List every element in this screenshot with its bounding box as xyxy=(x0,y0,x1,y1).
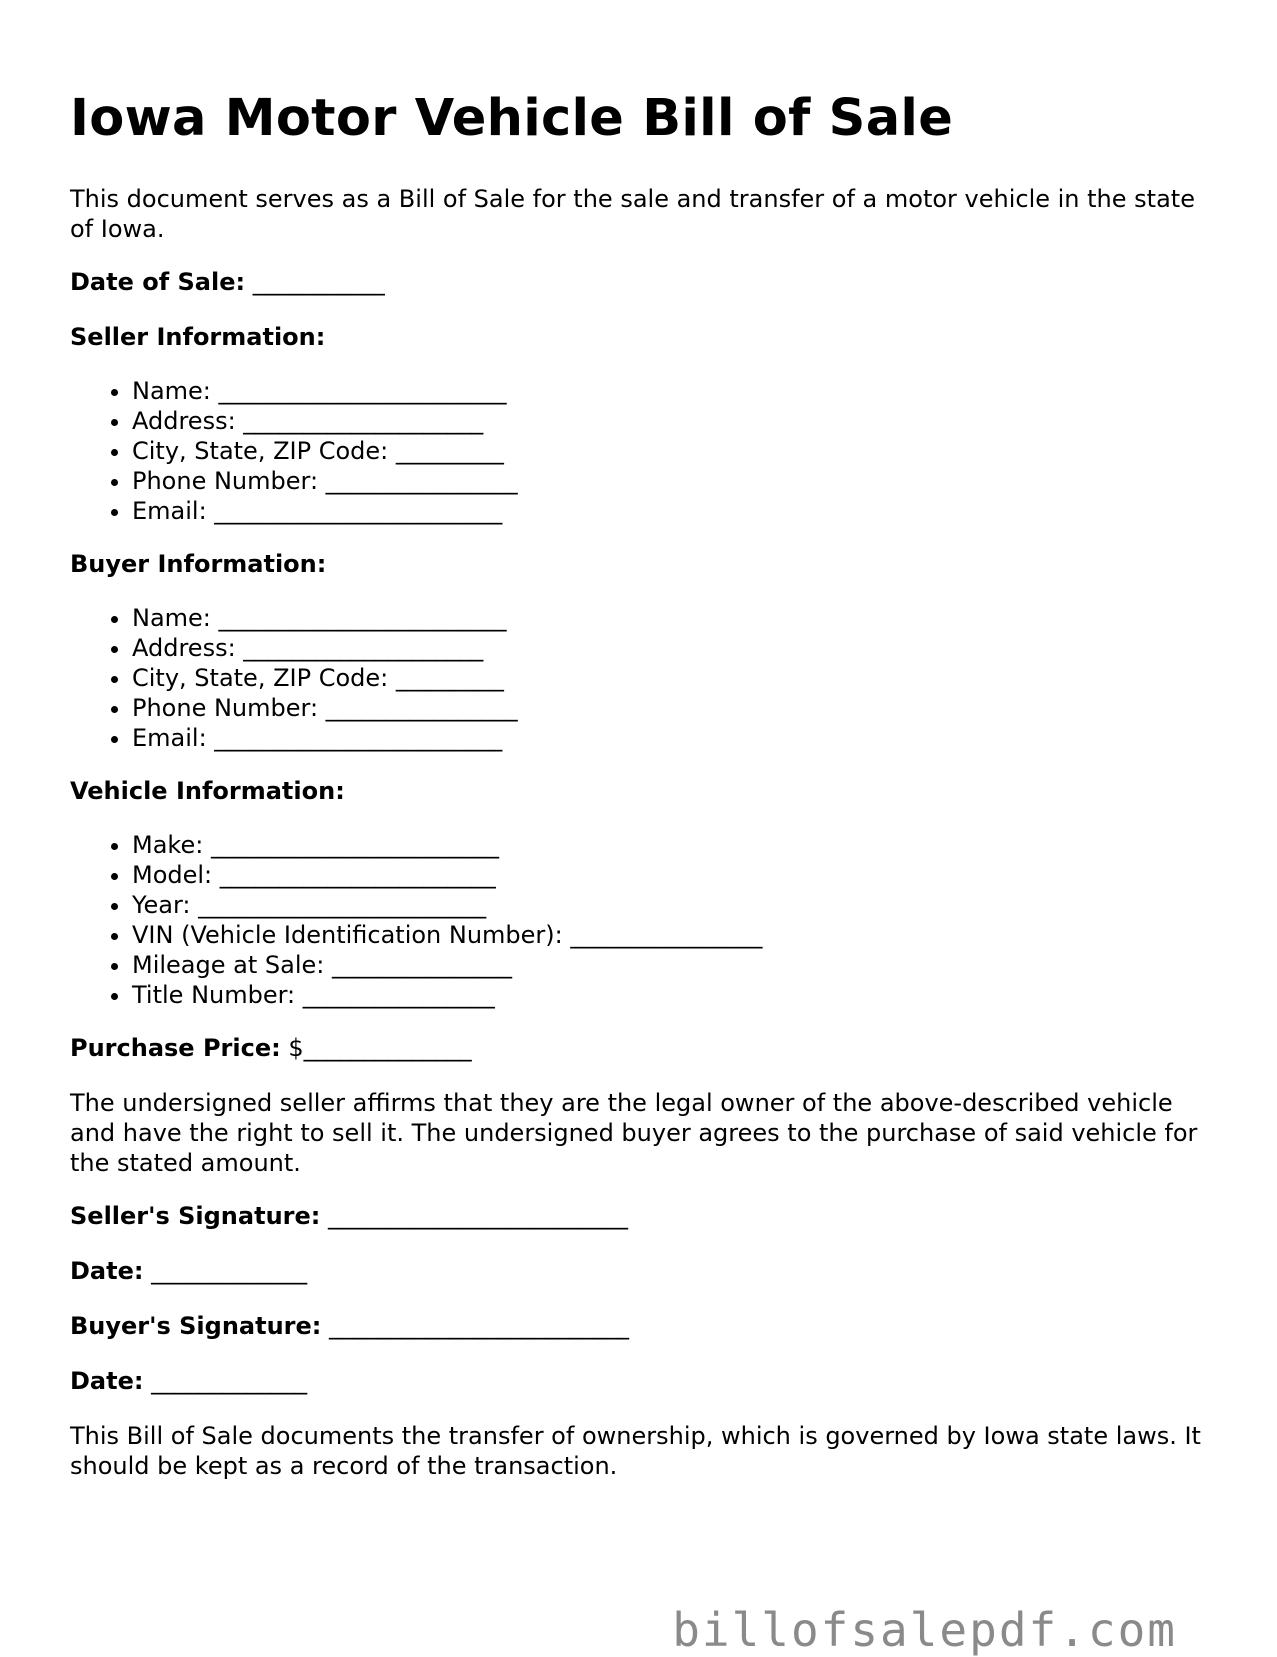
seller-signature-label: Seller's Signature: xyxy=(70,1202,321,1230)
buyer-heading: Buyer Information: xyxy=(70,550,327,578)
seller-signature-field xyxy=(70,1201,1210,1231)
seller-address-field: • Address: ____________________ xyxy=(132,406,1210,436)
seller-date-label: Date: xyxy=(70,1257,144,1285)
buyer-date-label: Date: xyxy=(70,1367,144,1395)
closing-paragraph: This Bill of Sale documents the transfer of ownership, which is governed by Iowa state laws. It should be kept as a record of the transaction. xyxy=(70,1422,1201,1480)
buyer-info-list xyxy=(70,603,1210,753)
buyer-signature-blank: _________________________ xyxy=(329,1312,630,1340)
buyer-city-state-zip-field: • City, State, ZIP Code: _________ xyxy=(132,663,1210,693)
vehicle-title-number-field: • Title Number: ________________ xyxy=(132,980,1210,1010)
vehicle-vin-field: • VIN (Vehicle Identification Number): ________________ xyxy=(132,920,1210,950)
buyer-name-field: • Name: ________________________ xyxy=(132,603,1210,633)
buyer-signature-field xyxy=(70,1311,1210,1341)
buyer-phone-field: • Phone Number: ________________ xyxy=(132,693,1210,723)
date-of-sale-field xyxy=(70,267,1210,297)
seller-email-field: • Email: ________________________ xyxy=(132,496,1210,526)
vehicle-info-list xyxy=(70,830,1210,1010)
buyer-signature-label: Buyer's Signature: xyxy=(70,1312,322,1340)
date-of-sale-blank: ___________ xyxy=(252,268,385,296)
seller-signature-blank: _________________________ xyxy=(328,1202,628,1230)
purchase-price-field xyxy=(70,1033,1210,1063)
document-body xyxy=(70,88,1210,1481)
vehicle-model-field: • Model: _______________________ xyxy=(132,860,1210,890)
intro-paragraph: This document serves as a Bill of Sale for the sale and transfer of a motor vehicle in the state of Iowa. xyxy=(70,185,1195,243)
vehicle-mileage-field: • Mileage at Sale: _______________ xyxy=(132,950,1210,980)
seller-date-blank: _____________ xyxy=(151,1257,308,1285)
seller-name-field: • Name: ________________________ xyxy=(132,376,1210,406)
affirmation-paragraph: The undersigned seller affirms that they are the legal owner of the above-described vehicle and have the right to sell it. The undersigned buyer agrees to the purchase of said vehicle for the stated amount. xyxy=(70,1089,1198,1177)
page-title: Iowa Motor Vehicle Bill of Sale xyxy=(70,89,954,148)
buyer-date-blank: _____________ xyxy=(151,1367,308,1395)
buyer-date-field xyxy=(70,1366,1210,1396)
vehicle-year-field: • Year: ________________________ xyxy=(132,890,1210,920)
vehicle-make-field: • Make: ________________________ xyxy=(132,830,1210,860)
seller-info-list xyxy=(70,376,1210,526)
seller-heading: Seller Information: xyxy=(70,323,326,351)
seller-city-state-zip-field: • City, State, ZIP Code: _________ xyxy=(132,436,1210,466)
seller-date-field xyxy=(70,1256,1210,1286)
watermark-text: billofsalepdf.com xyxy=(672,1603,1177,1657)
buyer-address-field: • Address: ____________________ xyxy=(132,633,1210,663)
date-of-sale-label: Date of Sale: xyxy=(70,268,246,296)
seller-phone-field: • Phone Number: ________________ xyxy=(132,466,1210,496)
purchase-price-label: Purchase Price: xyxy=(70,1034,281,1062)
purchase-price-blank: $______________ xyxy=(288,1034,472,1062)
buyer-email-field: • Email: ________________________ xyxy=(132,723,1210,753)
vehicle-heading: Vehicle Information: xyxy=(70,777,345,805)
